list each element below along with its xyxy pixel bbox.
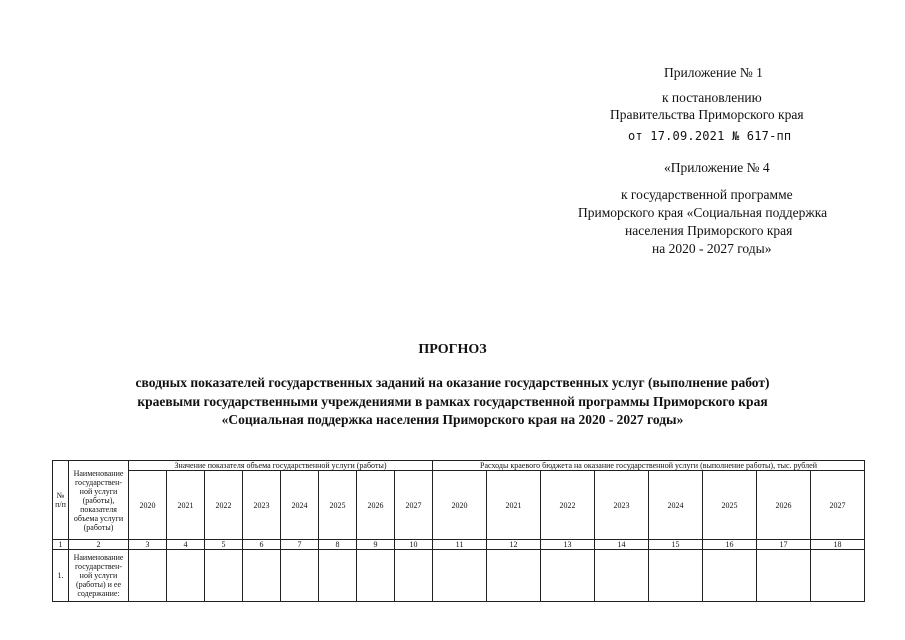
budget-year: 2025 [703, 471, 757, 540]
column-number: 2 [69, 540, 129, 550]
table-cell [319, 550, 357, 602]
column-number: 7 [281, 540, 319, 550]
table-column-numbers-row [53, 540, 865, 550]
volume-year: 2021 [167, 471, 205, 540]
volume-year: 2023 [243, 471, 281, 540]
volume-year: 2020 [129, 471, 167, 540]
budget-year: 2022 [541, 471, 595, 540]
table-cell [487, 550, 541, 602]
volume-year: 2026 [357, 471, 395, 540]
table-cell [167, 550, 205, 602]
column-number: 18 [811, 540, 865, 550]
column-number: 6 [243, 540, 281, 550]
column-number: 15 [649, 540, 703, 550]
column-number: 11 [433, 540, 487, 550]
title-line-3: «Социальная поддержка населения Приморского края на 2020 - 2027 годы» [221, 412, 684, 427]
column-number: 5 [205, 540, 243, 550]
appendix4-number: «Приложение № 4 [664, 160, 770, 175]
forecast-table [52, 460, 865, 602]
table-cell [703, 550, 757, 602]
column-number: 14 [595, 540, 649, 550]
column-number: 8 [319, 540, 357, 550]
volume-year: 2024 [281, 471, 319, 540]
budget-year: 2023 [595, 471, 649, 540]
table-cell [357, 550, 395, 602]
title-line-1: сводных показателей государственных заданий на оказание государственных услуг (выполнение работ) [135, 375, 770, 390]
appendix4-population: населения Приморского края [625, 223, 793, 238]
appendix-number: Приложение № 1 [664, 65, 763, 80]
table-cell [243, 550, 281, 602]
budget-year: 2021 [487, 471, 541, 540]
column-number: 1 [53, 540, 69, 550]
table-cell [395, 550, 433, 602]
budget-year: 2020 [433, 471, 487, 540]
volume-year: 2025 [319, 471, 357, 540]
budget-year: 2024 [649, 471, 703, 540]
table-cell [595, 550, 649, 602]
budget-year: 2027 [811, 471, 865, 540]
column-number: 13 [541, 540, 595, 550]
row-service-name: Наименование государствен-ной услуги (работы) и ее содержание: [69, 550, 129, 602]
row-number: 1. [53, 550, 69, 602]
table-header-row-years [53, 471, 865, 540]
table-cell [205, 550, 243, 602]
column-number: 16 [703, 540, 757, 550]
table-cell [811, 550, 865, 602]
appendix4-years: на 2020 - 2027 годы» [652, 241, 772, 256]
column-number: 3 [129, 540, 167, 550]
appendix-government: Правительства Приморского края [610, 107, 804, 122]
appendix4-program: к государственной программе [621, 187, 793, 202]
column-number: 17 [757, 540, 811, 550]
header-service-name: Наименование государствен-ной услуги (работы), показателя объема услуги (работы) [69, 461, 129, 540]
table-cell [281, 550, 319, 602]
table-cell [433, 550, 487, 602]
appendix4-region: Приморского края «Социальная поддержка [578, 205, 828, 220]
table-header-row-groups [53, 461, 865, 471]
title-line-2: краевыми государственными учреждениями в рамках государственной программы Приморского края [137, 394, 768, 409]
table-row [53, 550, 865, 602]
appendix-resolution: к постановлению [662, 90, 762, 105]
budget-year: 2026 [757, 471, 811, 540]
volume-year: 2022 [205, 471, 243, 540]
table-cell [757, 550, 811, 602]
appendix-date: от 17.09.2021 № 617-пп [628, 129, 792, 143]
table-cell [649, 550, 703, 602]
column-number: 12 [487, 540, 541, 550]
volume-year: 2027 [395, 471, 433, 540]
header-volume-group: Значение показателя объема государственной услуги (работы) [129, 461, 433, 471]
column-number: 10 [395, 540, 433, 550]
page-title: ПРОГНОЗ [418, 342, 487, 357]
column-number: 9 [357, 540, 395, 550]
table-cell [541, 550, 595, 602]
column-number: 4 [167, 540, 205, 550]
table-cell [129, 550, 167, 602]
header-budget-group: Расходы краевого бюджета на оказание государственной услуги (выполнение работы), тыс. рублей [433, 461, 865, 471]
header-row-number: № п/п [53, 461, 69, 540]
